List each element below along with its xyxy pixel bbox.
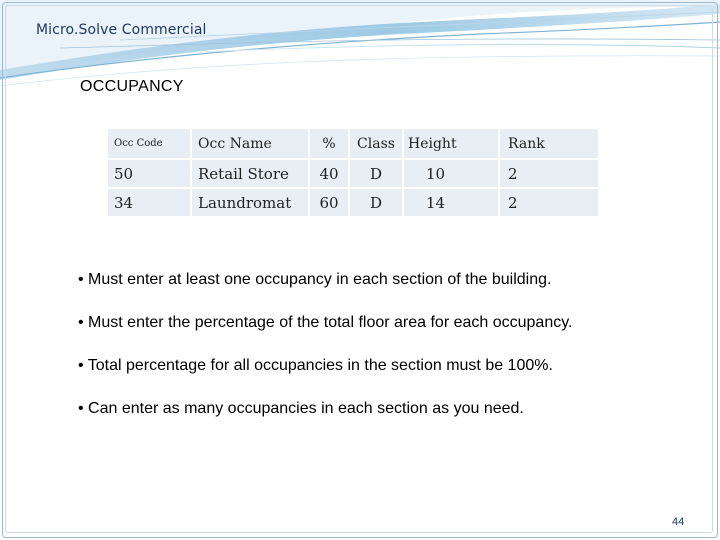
cell-percent: 60 (309, 188, 349, 217)
cell-occ-code: 50 (108, 159, 191, 188)
header-class: Class (349, 129, 403, 159)
cell-occ-name: Retail Store (191, 159, 309, 188)
header-occ-code: Occ Code (108, 129, 191, 159)
header-height: Height (403, 129, 499, 159)
header-occ-name: Occ Name (191, 129, 309, 159)
cell-occ-code: 34 (108, 188, 191, 217)
brand-title: Micro.Solve Commercial (36, 22, 207, 38)
bullet-item: • Total percentage for all occupancies in the section must be 100%. (78, 357, 553, 374)
header-swoosh-graphic (0, 0, 720, 90)
table-row (108, 188, 599, 217)
bullet-item: • Must enter the percentage of the total floor area for each occupancy. (78, 314, 573, 331)
bullet-item: • Must enter at least one occupancy in each section of the building. (78, 271, 552, 288)
header-percent: % (309, 129, 349, 159)
cell-rank: 2 (499, 159, 599, 188)
cell-height: 14 (403, 188, 499, 217)
cell-height: 10 (403, 159, 499, 188)
cell-occ-name: Laundromat (191, 188, 309, 217)
bullet-item: • Can enter as many occupancies in each section as you need. (78, 400, 524, 417)
table-row (108, 159, 599, 188)
page-title: OCCUPANCY (80, 78, 184, 95)
cell-class: D (349, 188, 403, 217)
occupancy-table (108, 129, 600, 218)
page-number: 44 (672, 516, 685, 528)
header-rank: Rank (499, 129, 599, 159)
cell-class: D (349, 159, 403, 188)
cell-percent: 40 (309, 159, 349, 188)
cell-rank: 2 (499, 188, 599, 217)
bullet-list (78, 270, 638, 442)
table-header-row (108, 129, 599, 159)
